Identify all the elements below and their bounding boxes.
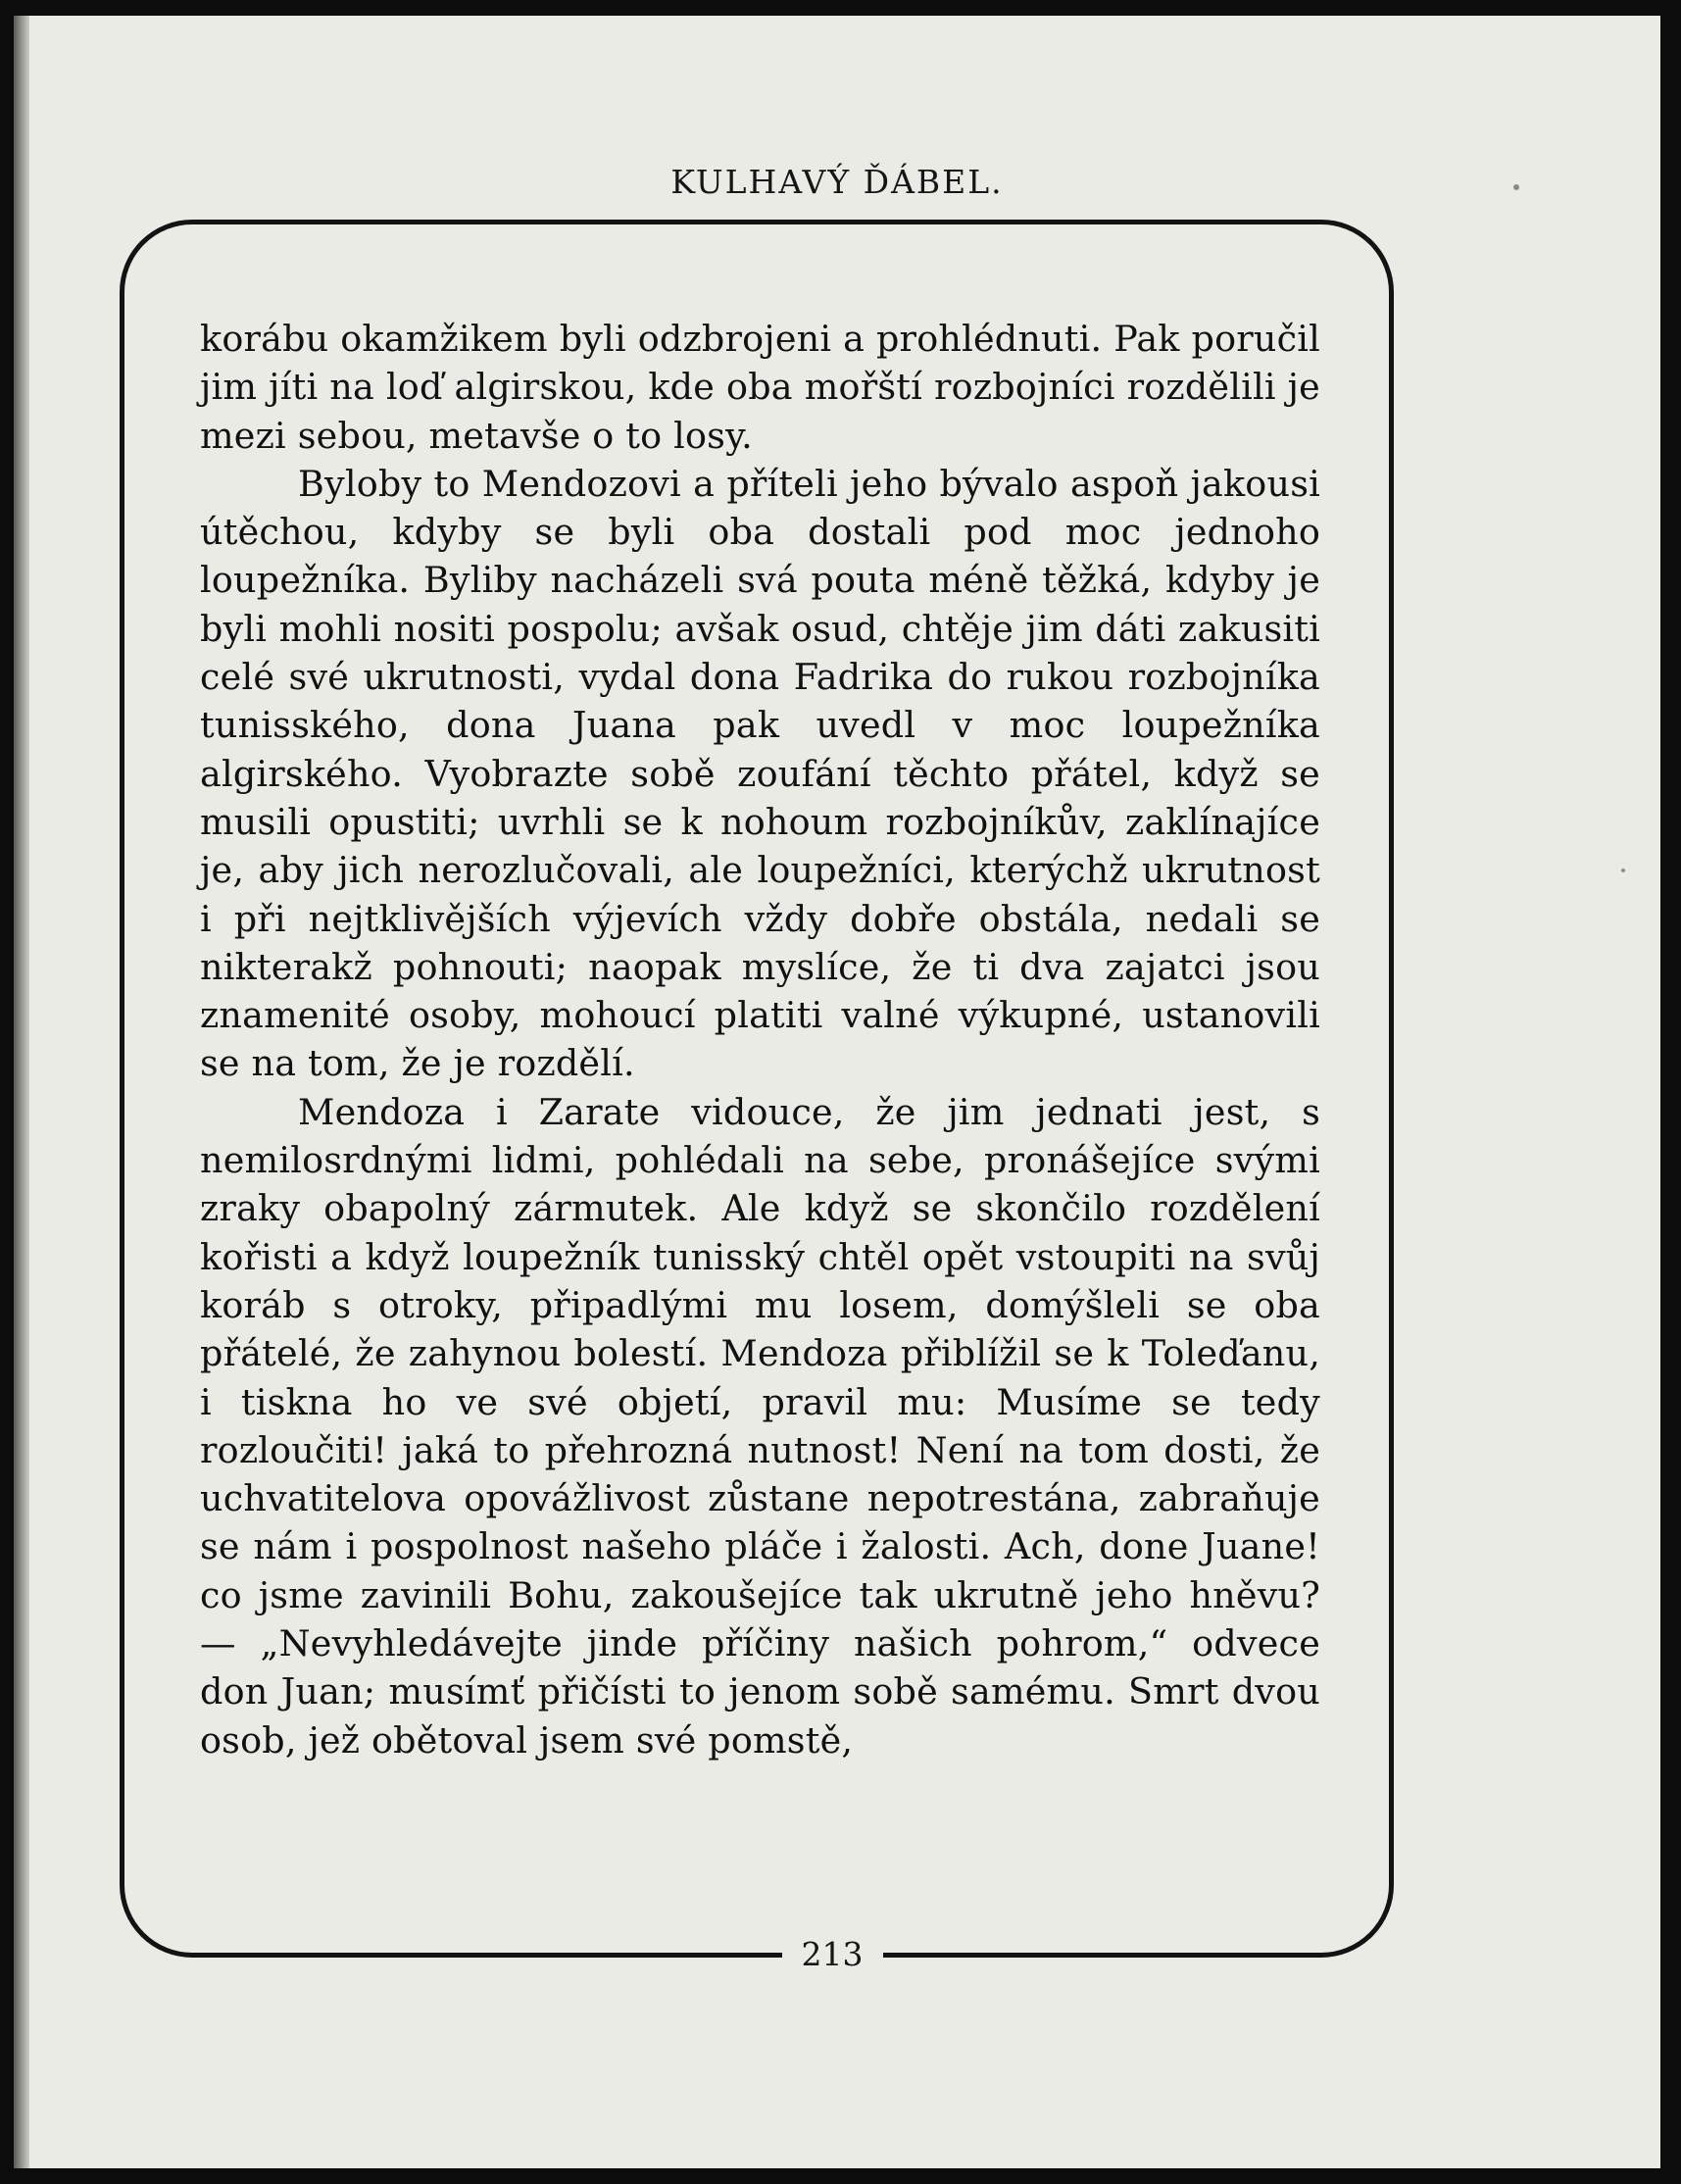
running-head: KULHAVÝ ĎÁBEL. <box>670 163 1004 201</box>
paper-speck <box>1513 184 1519 190</box>
paragraph-1: korábu okamžikem byli odzbrojeni a prohlédnuti. Pak poručil jim jíti na loď algirskou, kde oba mořští rozbojníci rozdělili je mezi sebou, metavše o to losy. <box>200 318 1320 457</box>
paragraph-2: Byloby to Mendozovi a příteli jeho bývalo aspoň jakousi útěchou, kdyby se byli oba dostali pod moc jednoho loupežníka. Byliby nacházeli svá pouta méně těžká, kdyby je byli mohli nositi pospolu; avšak osud, chtěje jim dáti zakusiti celé své ukrutnosti, vydal dona Fadrika do rukou rozbojníka tunisského, dona Juana pak uvedl v moc loupežníka algirského. Vyobrazte sobě zoufání těchto přátel, když se musili opustiti; uvrhli se k nohoum rozbojníkův, zaklínajíce je, aby jich nerozlučovali, ale loupežníci, kterýchž ukrutnost i při nejtklivějších výjevích vždy dobře obstála, nedali se nikterakž pohnouti; naopak myslíce, že ti dva zajatci jsou znamenité osoby, mohoucí platiti valné výkupné, ustanovili se na tom, že je rozdělí. <box>200 462 1320 1085</box>
paper-speck <box>1621 869 1625 872</box>
book-page <box>14 16 1660 2168</box>
page-spine-shadow <box>14 16 29 2168</box>
body-text <box>200 315 1320 1764</box>
folio <box>14 1935 1660 1973</box>
page-number: 213 <box>782 1935 883 1973</box>
paragraph-3: Mendoza i Zarate vidouce, že jim jednati jest, s nemilosrdnými lidmi, pohlédali na sebe, pronášejíce svými zraky obapolný zármutek. Ale když se skončilo rozdělení kořisti a když loupežník tunisský chtěl opět vstoupiti na svůj koráb s otroky, připadlými mu losem, domýšleli se oba přátelé, že zahynou bolestí. Mendoza přiblížil se k Toleďanu, i tiskna ho ve své objetí, pravil mu: Musíme se tedy rozloučiti! jaká to přehrozná nutnost! Není na tom dosti, že uchvatitelova opovážlivost zůstane nepotrestána, zabraňuje se nám i pospolnost našeho pláče i žalosti. Ach, done Juane! co jsme zavinili Bohu, zakoušejíce tak ukrutně jeho hněvu? — „Nevyhledávejte jinde příčiny našich pohrom,“ odvece don Juan; musímť přičísti to jenom sobě samému. Smrt dvou osob, jež obětoval jsem své pomstě, <box>200 1090 1320 1762</box>
